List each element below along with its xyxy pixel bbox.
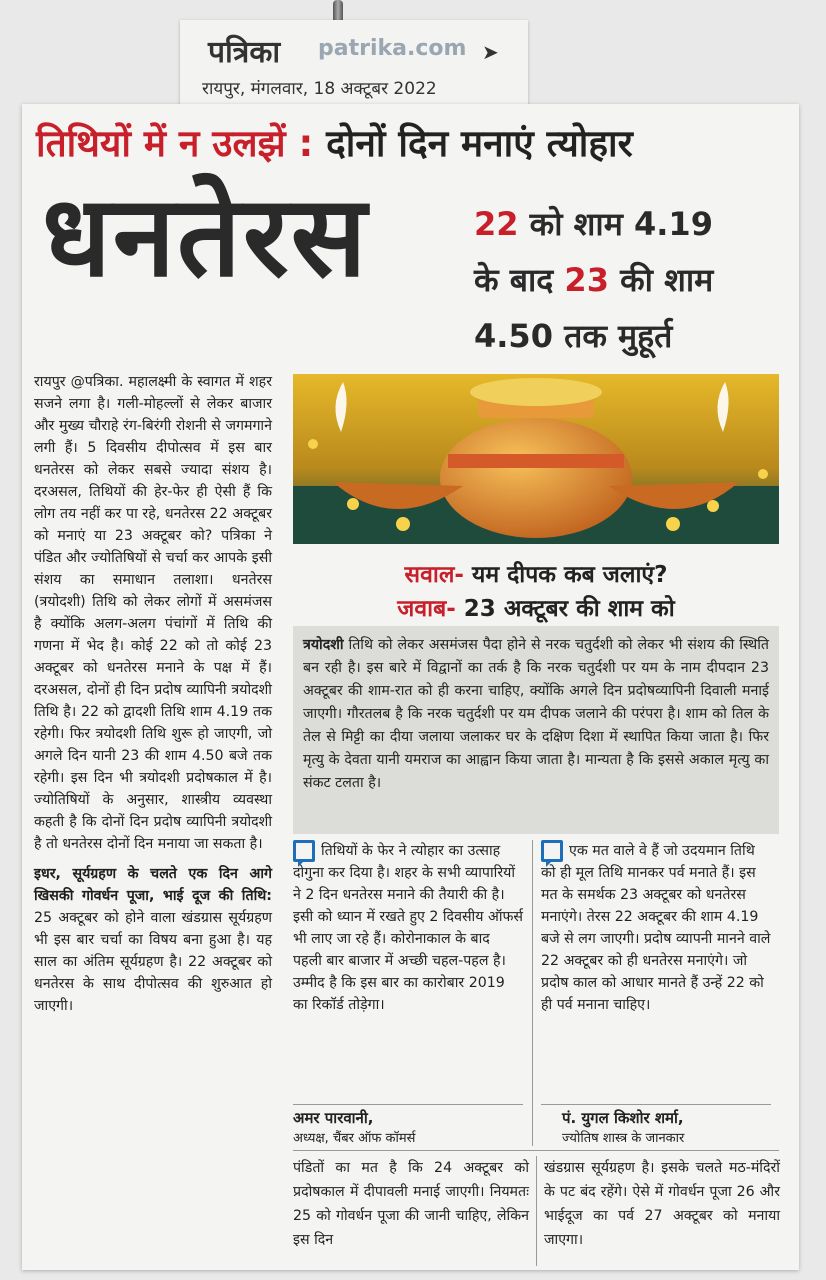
info-box-body: तिथि को लेकर असमंजस पैदा होने से नरक चतुर्दशी को लेकर भी संशय की स्थिति बन रही है। इस बारे में विद्वानों का तर्क है कि नरक चतुर्दशी पर यम के नाम दीपदान 23 अक्टूबर की शाम-रात को ही करना चाहिए, क्योंकि अगले दिन प्रदोषव्यापिनी दिवाली मनाई जाएगी। गौरतलब है कि नरक चतुर्दशी पर यम दीपक जलाने की परंपरा है। शाम को तिल के तेल से मिट्टी का दीया जलाया जलाकर घर के दक्षिण दिशा में स्थापित किया जाता है। फिर मृत्यु के देवता यानी यमराज का आह्वान किया जाता है। मान्यता है कि इससे अकाल मृत्यु का संकट टलता है। (303, 637, 769, 791)
masthead-dateline: रायपुर, मंगलवार, 18 अक्टूबर 2022 (202, 79, 437, 99)
deck-line-2a: के बाद (474, 261, 565, 299)
deck-line-2b: की शाम (608, 261, 714, 299)
quote-merchant-text: तिथियों के फेर ने त्योहार का उत्साह दोगुना कर दिया है। शहर के सभी व्यापारियों ने 2 दिन धनतेरस मनाने की तैयारी की है। इसी को ध्यान में रखते हुए 2 दिवसीय ऑफर्स भी लाए जा रहे हैं। कोरोनाकाल के बाद पहली बार बाजार में अच्छी चहल-पहल है। उम्मीद है कि इस बार का कारोबार 2019 का रिकॉर्ड तोड़ेगा। (293, 843, 524, 1013)
divider (541, 1104, 771, 1105)
quote-astrologer (541, 840, 771, 1016)
bottom-column-b: खंडग्रास सूर्यग्रहण है। इसके चलते मठ-मंदिरों के पट बंद रहेंगे। ऐसे में गोवर्धन पूजा 26 और भाईदूज का पर्व 27 अक्टूबर को मनाया जाएगा। (544, 1160, 780, 1248)
quote-icon (541, 840, 563, 862)
left-column-body: रायपुर @पत्रिका. महालक्ष्मी के स्वागत में शहर सजने लगा है। गली-मोहल्लों से लेकर बाजार और मुख्य चौराहे रंग-बिरंगी रोशनी से जगमगाने लगी हैं। 5 दिवसीय दीपोत्सव में इस बार धनतेरस को लेकर सबसे ज्यादा संशय है। दरअसल, तिथियों की हेर-फेर ही ऐसी हैं कि लोग तय नहीं कर पा रहे, धनतेरस 22 अक्टूबर को मनाएं या 23 अक्टूबर को? पत्रिका ने पंडित और ज्योतिषियों से चर्चा कर आपके इसी संशय का समाधान तलाशा। धनतेरस (त्रयोदशी) तिथि को लेकर लोगों में असमंजस है क्योंकि अलग-अलग पंचांगों में तिथि की गणना में भेद है। कोई 22 को तो कोई 23 अक्टूबर को धनतेरस मनाने के पक्ष में हैं। दरअसल, दोनों ही दिन प्रदोष व्यापिनी त्रयोदशी तिथि है। 22 को द्वादशी तिथि शाम 4.19 तक रहेगी। फिर त्रयोदशी तिथि शुरू हो जाएगी, जो अगले दिन यानी 23 की शाम 4.50 बजे तक रहेगी। इस दिन भी त्रयोदशी प्रदोषकाल में है। ज्योतिषियों के अनुसार, शास्त्रीय व्यवस्था कहती है कि दोनों दिन प्रदोष व्यापिनी त्रयोदशी है तो धनतेरस दोनों दिन मनाया जा सकता है। (34, 374, 272, 852)
quote-astrologer-role: ज्योतिष शास्त्र के जानकार (562, 1131, 685, 1146)
masthead-logo: पत्रिका (208, 35, 281, 70)
deck-line-3: 4.50 तक मुहूर्त (474, 317, 673, 355)
headline (36, 116, 633, 167)
quote-merchant-name: अमर पारवानी, (293, 1109, 374, 1127)
quote-merchant-role: अध्यक्ष, चैंबर ऑफ कॉमर्स (293, 1131, 416, 1146)
left-column-body-2: 25 अक्टूबर को होने वाला खंडग्रास सूर्यग्रहण भी इस बार चर्चा का विषय बना हुआ है। यह साल का अंतिम सूर्यग्रहण है। 22 अक्टूबर को धनतेरस के साथ दीपोत्सव की शुरुआत हो जाएगी। (34, 910, 272, 1014)
left-column-subhead: इधर, सूर्यग्रहण के चलते एक दिन आगे खिसकी गोवर्धन पूजा, भाई दूज की तिथि: (34, 866, 272, 904)
question-text: यम दीपक कब जलाएं? (463, 562, 668, 588)
cursor-icon: ➤ (482, 40, 499, 64)
masthead (180, 20, 528, 106)
deck-line-1: को शाम 4.19 (518, 205, 713, 243)
quote-icon (293, 840, 315, 862)
pot-of-gold-image (293, 374, 779, 544)
deck (474, 196, 794, 364)
quote-merchant (293, 840, 523, 1016)
page-title: धनतेरस (42, 172, 369, 302)
deck-num-2: 23 (564, 261, 609, 299)
column-divider (536, 1156, 537, 1266)
masthead-url: patrika.com (318, 36, 467, 61)
column-divider (532, 840, 533, 1146)
left-column (34, 371, 272, 1017)
divider (293, 1104, 523, 1105)
quote-astrologer-text: एक मत वाले वे हैं जो उदयमान तिथि को ही मूल तिथि मानकर पर्व मनाते हैं। इस मत के समर्थक 23 अक्टूबर को धनतेरस मनाएंगे। तेरस 22 अक्टूबर की शाम 4.19 बजे से लग जाएगी। प्रदोष व्यापनी मानने वाले 22 अक्टूबर को ही धनतेरस मनाएंगे। जो प्रदोष काल को आधार मानते हैं उन्हें 22 को ही पर्व मनाना चाहिए। (541, 843, 771, 1013)
question-label: सवाल- (404, 562, 464, 588)
answer-label: जवाब- (397, 596, 456, 622)
info-box-lead: त्रयोदशी (303, 637, 344, 653)
quote-astrologer-name: पं. युगल किशोर शर्मा, (562, 1109, 684, 1127)
question-answer (293, 558, 779, 626)
headline-black: दोनों दिन मनाएं त्योहार (313, 122, 633, 165)
info-box (293, 626, 779, 834)
newspaper-article (22, 104, 799, 1270)
bottom-column-a: पंडितों का मत है कि 24 अक्टूबर को प्रदोषकाल में दीपावली मनाई जाएगी। नियमतः 25 को गोवर्धन पूजा की जानी चाहिए, लेकिन इस दिन (293, 1160, 529, 1248)
deck-num-1: 22 (474, 205, 519, 243)
divider (293, 1150, 779, 1151)
headline-red: तिथियों में न उलझें : (36, 122, 314, 165)
answer-text: 23 अक्टूबर की शाम को (455, 596, 675, 622)
